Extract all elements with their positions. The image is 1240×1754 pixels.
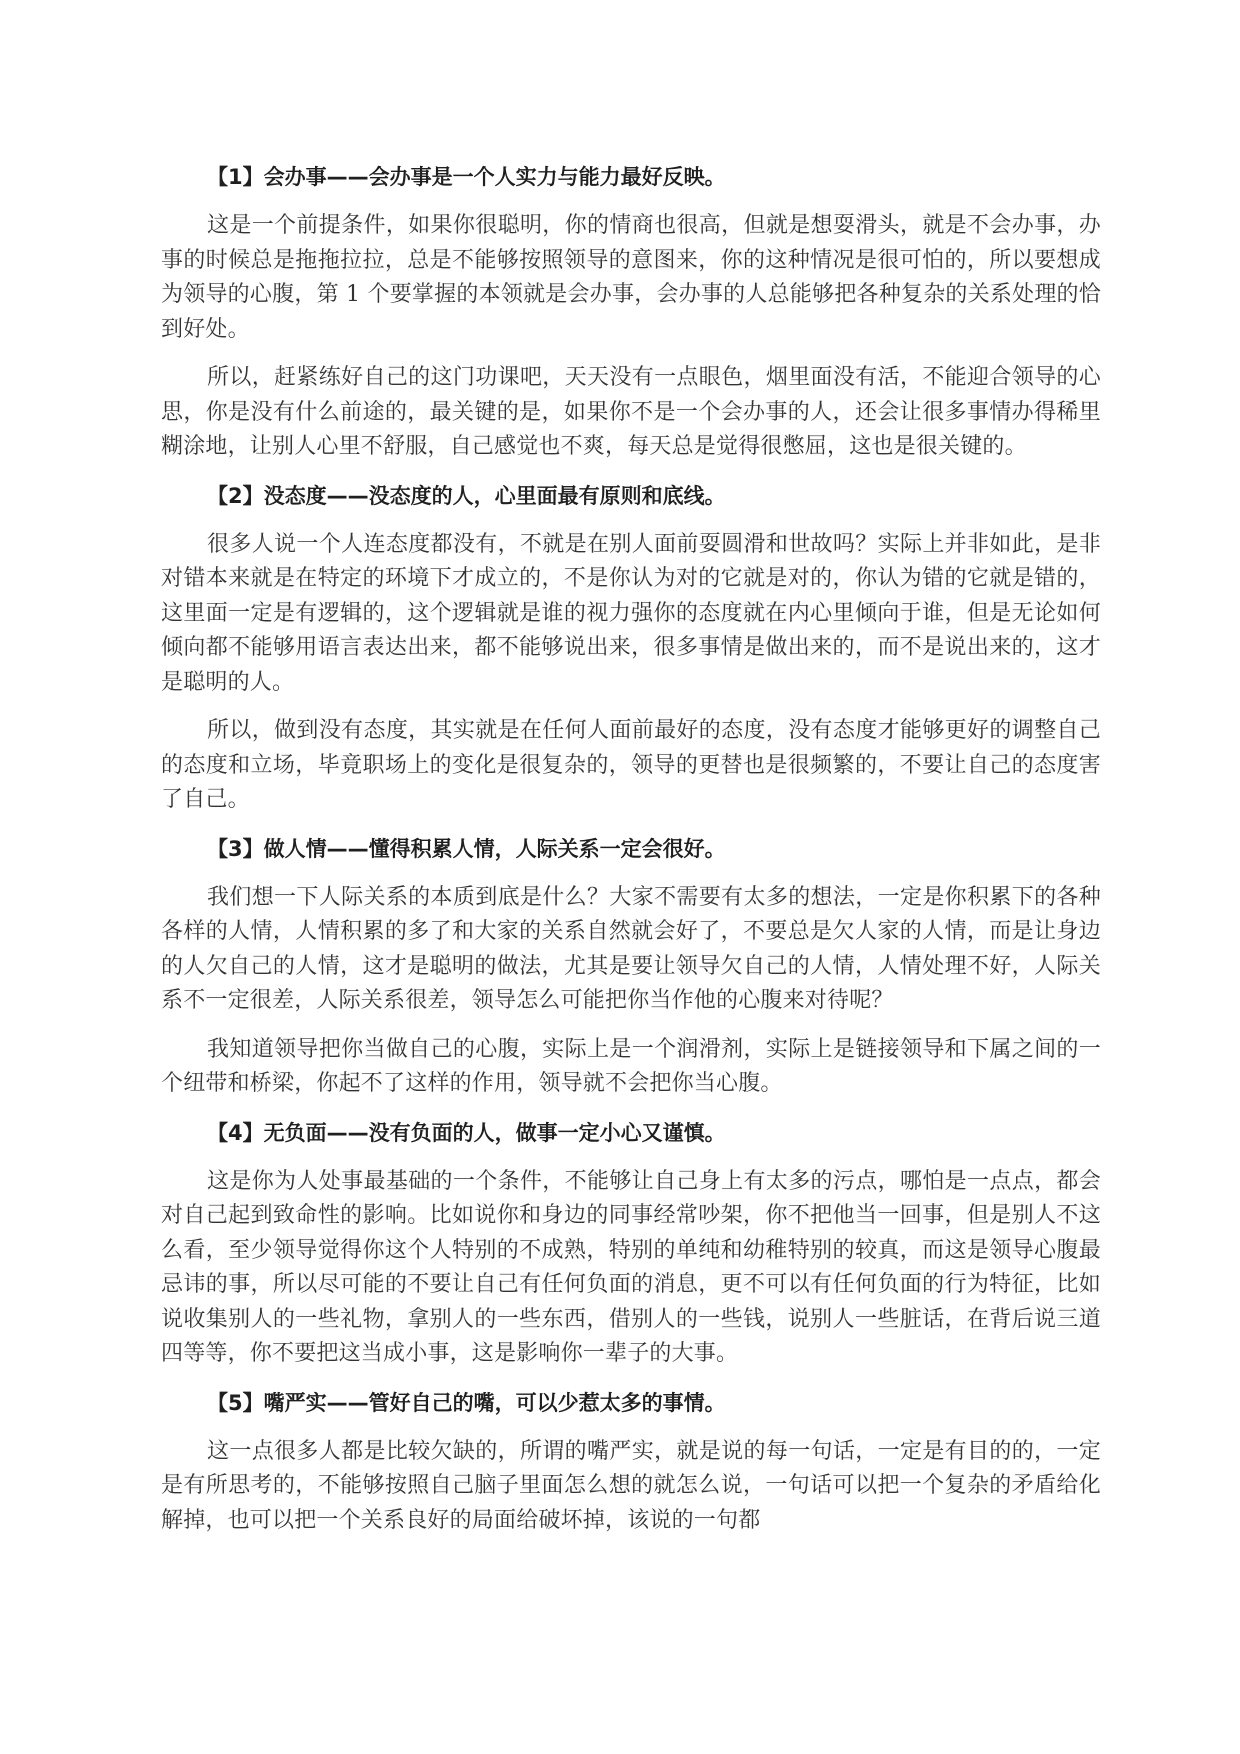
section-5-paragraph-1: 这一点很多人都是比较欠缺的，所谓的嘴严实，就是说的每一句话，一定是有目的的，一定是有所思考的，不能够按照自己脑子里面怎么想的就怎么说，一句话可以把一个复杂的矛盾给化解掉，也可以把一个关系良好的局面给破坏掉，该说的一句都 xyxy=(161,1438,1101,1533)
section-1-paragraph-1: 这是一个前提条件，如果你很聪明，你的情商也很高，但就是想耍滑头，就是不会办事，办事的时候总是拖拖拉拉，总是不能够按照领导的意图来，你的这种情况是很可怕的，所以要想成为领导的心腹，第 1 个要掌握的本领就是会办事，会办事的人总能够把各种复杂的关系处理的恰到好处。 xyxy=(161,213,1101,342)
section-3-heading: 【3】做人情——懂得积累人情，人际关系一定会很好。 xyxy=(207,836,726,861)
section-1-paragraph-2: 所以，赶紧练好自己的这门功课吧，天天没有一点眼色，烟里面没有活，不能迎合领导的心思，你是没有什么前途的，最关键的是，如果你不是一个会办事的人，还会让很多事情办得稀里糊涂地，让别人心里不舒服，自己感觉也不爽，每天总是觉得很憋屈，这也是很关键的。 xyxy=(161,365,1101,459)
section-3-paragraph-2: 我知道领导把你当做自己的心腹，实际上是一个润滑剂，实际上是链接领导和下属之间的一个纽带和桥梁，你起不了这样的作用，领导就不会把你当心腹。 xyxy=(161,1036,1101,1096)
section-5-heading: 【5】嘴严实——管好自己的嘴，可以少惹太多的事情。 xyxy=(207,1390,726,1415)
document-page xyxy=(161,160,1101,1538)
section-4-paragraph-1: 这是你为人处事最基础的一个条件，不能够让自己身上有太多的污点，哪怕是一点点，都会对自己起到致命性的影响。比如说你和身边的同事经常吵架，你不把他当一回事，但是别人不这么看，至少领导觉得你这个人特别的不成熟，特别的单纯和幼稚特别的较真，而这是领导心腹最忌讳的事，所以尽可能的不要让自己有任何负面的消息，更不可以有任何负面的行为特征，比如说收集别人的一些礼物，拿别人的一些东西，借别人的一些钱，说别人一些脏话，在背后说三道四等等，你不要把这当成小事，这是影响你一辈子的大事。 xyxy=(161,1168,1101,1366)
section-1-heading: 【1】会办事——会办事是一个人实力与能力最好反映。 xyxy=(207,165,726,189)
section-3-paragraph-1: 我们想一下人际关系的本质到底是什么？大家不需要有太多的想法，一定是你积累下的各种各样的人情，人情积累的多了和大家的关系自然就会好了，不要总是欠人家的人情，而是让身边的人欠自己的人情，这才是聪明的做法，尤其是要让领导欠自己的人情，人情处理不好，人际关系不一定很差，人际关系很差，领导怎么可能把你当作他的心腹来对待呢？ xyxy=(161,884,1101,1013)
section-2-heading: 【2】没态度——没态度的人，心里面最有原则和底线。 xyxy=(207,483,726,508)
section-4-heading: 【4】无负面——没有负面的人，做事一定小心又谨慎。 xyxy=(207,1120,726,1145)
section-2-paragraph-1: 很多人说一个人连态度都没有，不就是在别人面前耍圆滑和世故吗？实际上并非如此，是非对错本来就是在特定的环境下才成立的，不是你认为对的它就是对的，你认为错的它就是错的，这里面一定是有逻辑的，这个逻辑就是谁的视力强你的态度就在内心里倾向于谁，但是无论如何倾向都不能够用语言表达出来，都不能够说出来，很多事情是做出来的，而不是说出来的，这才是聪明的人。 xyxy=(161,531,1101,695)
section-2-paragraph-2: 所以，做到没有态度，其实就是在任何人面前最好的态度，没有态度才能够更好的调整自己的态度和立场，毕竟职场上的变化是很复杂的，领导的更替也是很频繁的，不要让自己的态度害了自己。 xyxy=(161,718,1101,812)
